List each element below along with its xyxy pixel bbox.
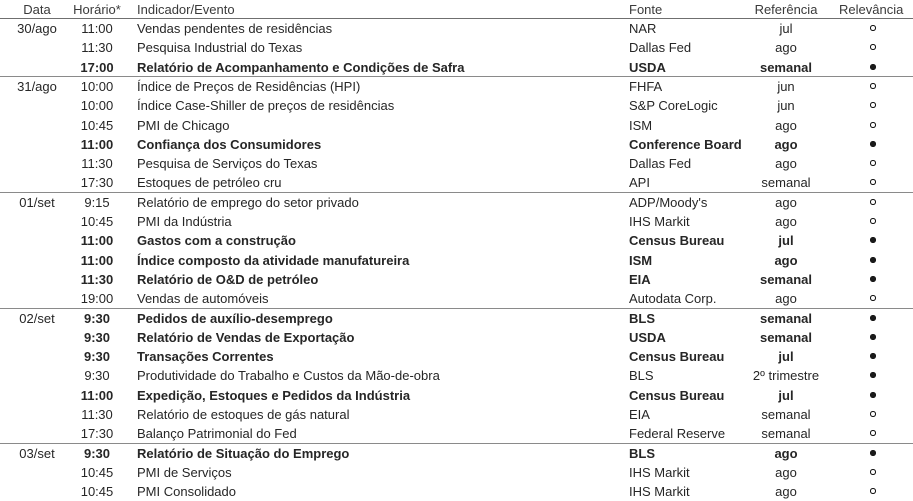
source-cell: NAR: [629, 21, 657, 36]
time-cell: 17:30: [80, 175, 114, 190]
reference-cell: semanal: [759, 311, 813, 326]
header-reference: Referência: [754, 2, 818, 17]
table-row: [0, 58, 913, 77]
indicator-cell: Relatório de emprego do setor privado: [137, 195, 359, 210]
empty-dot-icon: [870, 199, 876, 205]
filled-dot-icon: [870, 64, 876, 70]
indicator-cell: Balanço Patrimonial do Fed: [137, 426, 297, 441]
indicator-cell: Vendas de automóveis: [137, 291, 269, 306]
table-row: [0, 328, 913, 347]
reference-cell: ago: [774, 253, 798, 268]
time-cell: 11:00: [80, 233, 114, 248]
indicator-cell: Expedição, Estoques e Pedidos da Indústria: [137, 388, 411, 403]
date-cell: 03/set: [19, 446, 55, 461]
filled-dot-icon: [870, 353, 876, 359]
reference-cell: ago: [775, 195, 797, 210]
reference-cell: semanal: [761, 426, 811, 441]
source-cell: ISM: [629, 253, 653, 268]
table-row: [0, 116, 913, 135]
reference-cell: 2º trimestre: [752, 368, 820, 383]
empty-dot-icon: [870, 83, 876, 89]
reference-cell: ago: [774, 137, 798, 152]
reference-cell: semanal: [761, 175, 811, 190]
header-indicator: Indicador/Evento: [137, 2, 235, 17]
source-cell: BLS: [629, 368, 654, 383]
reference-cell: ago: [775, 118, 797, 133]
indicator-cell: Vendas pendentes de residências: [137, 21, 333, 36]
table-row: [0, 463, 913, 482]
table-row: [0, 231, 913, 250]
time-cell: 11:00: [80, 253, 114, 268]
reference-cell: ago: [775, 156, 797, 171]
table-row: [0, 154, 913, 173]
empty-dot-icon: [870, 469, 876, 475]
source-cell: IHS Markit: [629, 465, 690, 480]
table-row: [0, 270, 913, 289]
empty-dot-icon: [870, 488, 876, 494]
reference-cell: ago: [774, 446, 798, 461]
indicator-cell: Relatório de O&D de petróleo: [137, 272, 319, 287]
table-row: [0, 424, 913, 443]
source-cell: S&P CoreLogic: [629, 98, 718, 113]
source-cell: Dallas Fed: [629, 156, 692, 171]
time-cell: 10:45: [80, 465, 114, 480]
filled-dot-icon: [870, 392, 876, 398]
table-row: [0, 309, 913, 328]
reference-cell: jun: [777, 98, 795, 113]
indicator-cell: PMI da Indústria: [137, 214, 232, 229]
reference-cell: ago: [775, 465, 797, 480]
source-cell: IHS Markit: [629, 484, 690, 499]
empty-dot-icon: [870, 160, 876, 166]
reference-cell: semanal: [759, 60, 813, 75]
indicator-cell: PMI de Serviços: [137, 465, 232, 480]
time-cell: 17:00: [80, 60, 114, 75]
time-cell: 11:30: [81, 40, 113, 55]
empty-dot-icon: [870, 295, 876, 301]
time-cell: 11:30: [81, 156, 113, 171]
reference-cell: ago: [775, 484, 797, 499]
reference-cell: ago: [775, 40, 797, 55]
time-cell: 10:00: [80, 79, 114, 94]
header-time: Horário*: [73, 2, 121, 17]
source-cell: IHS Markit: [629, 214, 690, 229]
indicator-cell: Índice de Preços de Residências (HPI): [137, 79, 361, 94]
table-row: [0, 366, 913, 385]
indicator-cell: Pedidos de auxílio-desemprego: [137, 311, 333, 326]
empty-dot-icon: [870, 122, 876, 128]
table-row: [0, 482, 913, 501]
table-row: [0, 173, 913, 192]
indicator-cell: Confiança dos Consumidores: [137, 137, 322, 152]
time-cell: 9:30: [83, 446, 111, 461]
indicator-cell: Transações Correntes: [137, 349, 274, 364]
time-cell: 9:30: [83, 349, 111, 364]
indicator-cell: Relatório de Situação do Emprego: [137, 446, 350, 461]
reference-cell: jul: [779, 21, 793, 36]
filled-dot-icon: [870, 372, 876, 378]
time-cell: 10:45: [80, 118, 114, 133]
time-cell: 11:30: [80, 272, 114, 287]
filled-dot-icon: [870, 257, 876, 263]
indicator-cell: Estoques de petróleo cru: [137, 175, 282, 190]
source-cell: ADP/Moody's: [629, 195, 708, 210]
table-row: [0, 289, 913, 308]
time-cell: 9:30: [83, 330, 111, 345]
time-cell: 11:30: [81, 407, 113, 422]
indicator-cell: Produtividade do Trabalho e Custos da Mão-de-obra: [137, 368, 440, 383]
indicator-cell: PMI Consolidado: [137, 484, 236, 499]
source-cell: BLS: [629, 311, 655, 326]
time-cell: 9:30: [83, 311, 111, 326]
table-row: [0, 251, 913, 270]
time-cell: 11:00: [80, 388, 114, 403]
date-cell: 30/ago: [17, 21, 57, 36]
table-row: [0, 96, 913, 115]
table-row: [0, 405, 913, 424]
source-cell: Autodata Corp.: [629, 291, 717, 306]
source-cell: BLS: [629, 446, 655, 461]
header-relevance: Relevância: [839, 2, 904, 17]
date-cell: 01/set: [19, 195, 55, 210]
indicator-cell: Índice Case-Shiller de preços de residências: [137, 98, 395, 113]
time-cell: 10:45: [80, 214, 114, 229]
source-cell: API: [629, 175, 650, 190]
indicator-cell: Relatório de Vendas de Exportação: [137, 330, 355, 345]
time-cell: 9:15: [84, 195, 110, 210]
time-cell: 19:00: [80, 291, 114, 306]
table-row: [0, 444, 913, 463]
filled-dot-icon: [870, 237, 876, 243]
empty-dot-icon: [870, 218, 876, 224]
indicator-cell: PMI de Chicago: [137, 118, 230, 133]
time-cell: 9:30: [84, 368, 110, 383]
source-cell: ISM: [629, 118, 653, 133]
source-cell: Census Bureau: [629, 233, 725, 248]
table-row: [0, 135, 913, 154]
indicator-cell: Índice composto da atividade manufatureira: [137, 253, 410, 268]
empty-dot-icon: [870, 25, 876, 31]
indicator-cell: Pesquisa de Serviços do Texas: [137, 156, 318, 171]
filled-dot-icon: [870, 450, 876, 456]
empty-dot-icon: [870, 44, 876, 50]
empty-dot-icon: [870, 430, 876, 436]
source-cell: EIA: [629, 407, 650, 422]
empty-dot-icon: [870, 102, 876, 108]
table-header: [0, 0, 913, 19]
reference-cell: semanal: [761, 407, 811, 422]
time-cell: 11:00: [81, 21, 113, 36]
source-cell: Dallas Fed: [629, 40, 692, 55]
filled-dot-icon: [870, 276, 876, 282]
time-cell: 11:00: [80, 137, 114, 152]
reference-cell: ago: [775, 291, 797, 306]
indicator-cell: Relatório de Acompanhamento e Condições de Safra: [137, 60, 465, 75]
filled-dot-icon: [870, 315, 876, 321]
date-cell: 31/ago: [17, 79, 57, 94]
reference-cell: semanal: [759, 272, 813, 287]
source-cell: Conference Board: [629, 137, 742, 152]
header-source: Fonte: [629, 2, 663, 17]
reference-cell: semanal: [759, 330, 813, 345]
filled-dot-icon: [870, 334, 876, 340]
source-cell: Census Bureau: [629, 349, 725, 364]
time-cell: 10:45: [80, 484, 114, 499]
time-cell: 17:30: [80, 426, 114, 441]
empty-dot-icon: [870, 179, 876, 185]
empty-dot-icon: [870, 411, 876, 417]
date-cell: 02/set: [19, 311, 55, 326]
indicator-cell: Pesquisa Industrial do Texas: [137, 40, 303, 55]
source-cell: FHFA: [629, 79, 663, 94]
reference-cell: jun: [777, 79, 795, 94]
header-date: Data: [23, 2, 51, 17]
table-row: [0, 386, 913, 405]
indicator-cell: Gastos com a construção: [137, 233, 296, 248]
reference-cell: jul: [778, 388, 794, 403]
table-row: [0, 19, 913, 38]
source-cell: USDA: [629, 330, 666, 345]
reference-cell: jul: [778, 349, 794, 364]
table-row: [0, 77, 913, 96]
source-cell: EIA: [629, 272, 651, 287]
filled-dot-icon: [870, 141, 876, 147]
source-cell: Federal Reserve: [629, 426, 726, 441]
table-row: [0, 38, 913, 57]
source-cell: USDA: [629, 60, 666, 75]
reference-cell: jul: [778, 233, 794, 248]
source-cell: Census Bureau: [629, 388, 725, 403]
table-row: [0, 193, 913, 212]
table-row: [0, 347, 913, 366]
table-row: [0, 212, 913, 231]
reference-cell: ago: [775, 214, 797, 229]
time-cell: 10:00: [80, 98, 114, 113]
indicator-cell: Relatório de estoques de gás natural: [137, 407, 350, 422]
